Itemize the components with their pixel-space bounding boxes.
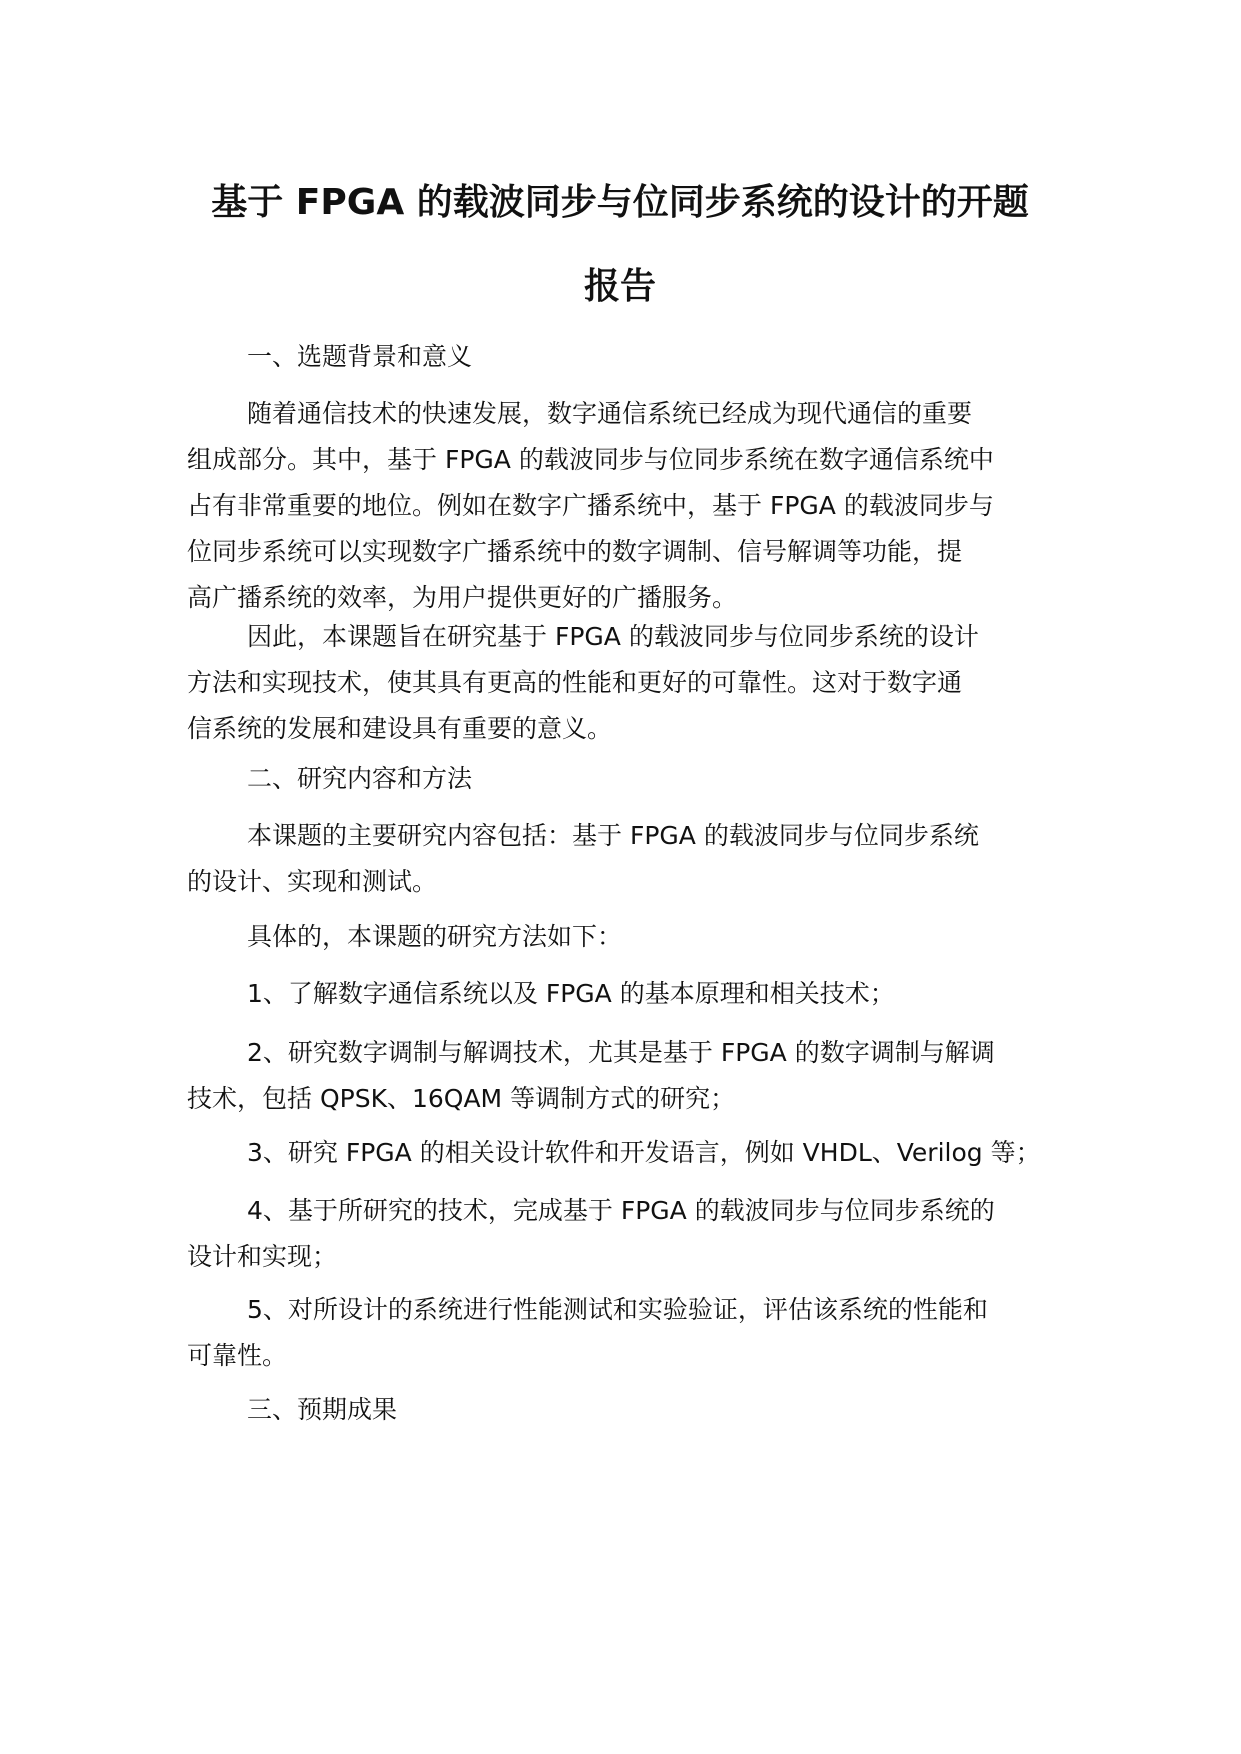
paragraph-line: 占有非常重要的地位。例如在数字广播系统中，基于 FPGA 的载波同步与 — [187, 491, 994, 520]
paragraph-line: 随着通信技术的快速发展，数字通信系统已经成为现代通信的重要 — [247, 399, 973, 428]
paragraph-line: 本课题的主要研究内容包括：基于 FPGA 的载波同步与位同步系统 — [247, 821, 979, 850]
paragraph-line: 设计和实现； — [187, 1242, 338, 1271]
paragraph-line: 1、了解数字通信系统以及 FPGA 的基本原理和相关技术； — [247, 979, 895, 1008]
list-item-2 — [187, 1030, 1087, 1122]
list-item-4 — [187, 1188, 1087, 1280]
paragraph-line: 可靠性。 — [187, 1341, 288, 1370]
paragraph-research-content — [187, 813, 1087, 905]
document-title-line-2: 报告 — [583, 266, 656, 307]
paragraph-line: 信系统的发展和建设具有重要的意义。 — [187, 714, 613, 743]
paragraph-line: 技术，包括 QPSK、16QAM 等调制方式的研究； — [187, 1084, 736, 1113]
list-item-5 — [187, 1287, 1087, 1379]
paragraph-line: 4、基于所研究的技术，完成基于 FPGA 的载波同步与位同步系统的 — [247, 1196, 995, 1225]
paragraph-line: 因此，本课题旨在研究基于 FPGA 的载波同步与位同步系统的设计 — [247, 622, 979, 651]
paragraph-line: 5、对所设计的系统进行性能测试和实验验证，评估该系统的性能和 — [247, 1295, 988, 1324]
paragraph-line: 位同步系统可以实现数字广播系统中的数字调制、信号解调等功能，提 — [187, 537, 963, 566]
paragraph-line: 具体的，本课题的研究方法如下： — [247, 922, 623, 951]
paragraph-line: 高广播系统的效率，为用户提供更好的广播服务。 — [187, 583, 738, 612]
paragraph-line: 2、研究数字调制与解调技术，尤其是基于 FPGA 的数字调制与解调 — [247, 1038, 995, 1067]
paragraph-line: 3、研究 FPGA 的相关设计软件和开发语言，例如 VHDL、Verilog 等； — [247, 1138, 1041, 1167]
list-item-1 — [187, 971, 1087, 1017]
paragraph-line: 方法和实现技术，使其具有更高的性能和更好的可靠性。这对于数字通 — [187, 668, 963, 697]
section-heading-expected-results: 三、预期成果 — [247, 1395, 398, 1424]
document-title-line-1: 基于 FPGA 的载波同步与位同步系统的设计的开题 — [211, 182, 1029, 223]
section-heading-background: 一、选题背景和意义 — [247, 342, 473, 371]
section-heading-content-methods: 二、研究内容和方法 — [247, 764, 473, 793]
paragraph-methods-intro — [187, 914, 1087, 960]
paragraph-line: 组成部分。其中，基于 FPGA 的载波同步与位同步系统在数字通信系统中 — [187, 445, 994, 474]
paragraph-background — [187, 391, 1087, 621]
paragraph-purpose — [187, 614, 1087, 752]
list-item-3 — [187, 1130, 1087, 1176]
paragraph-line: 的设计、实现和测试。 — [187, 867, 438, 896]
